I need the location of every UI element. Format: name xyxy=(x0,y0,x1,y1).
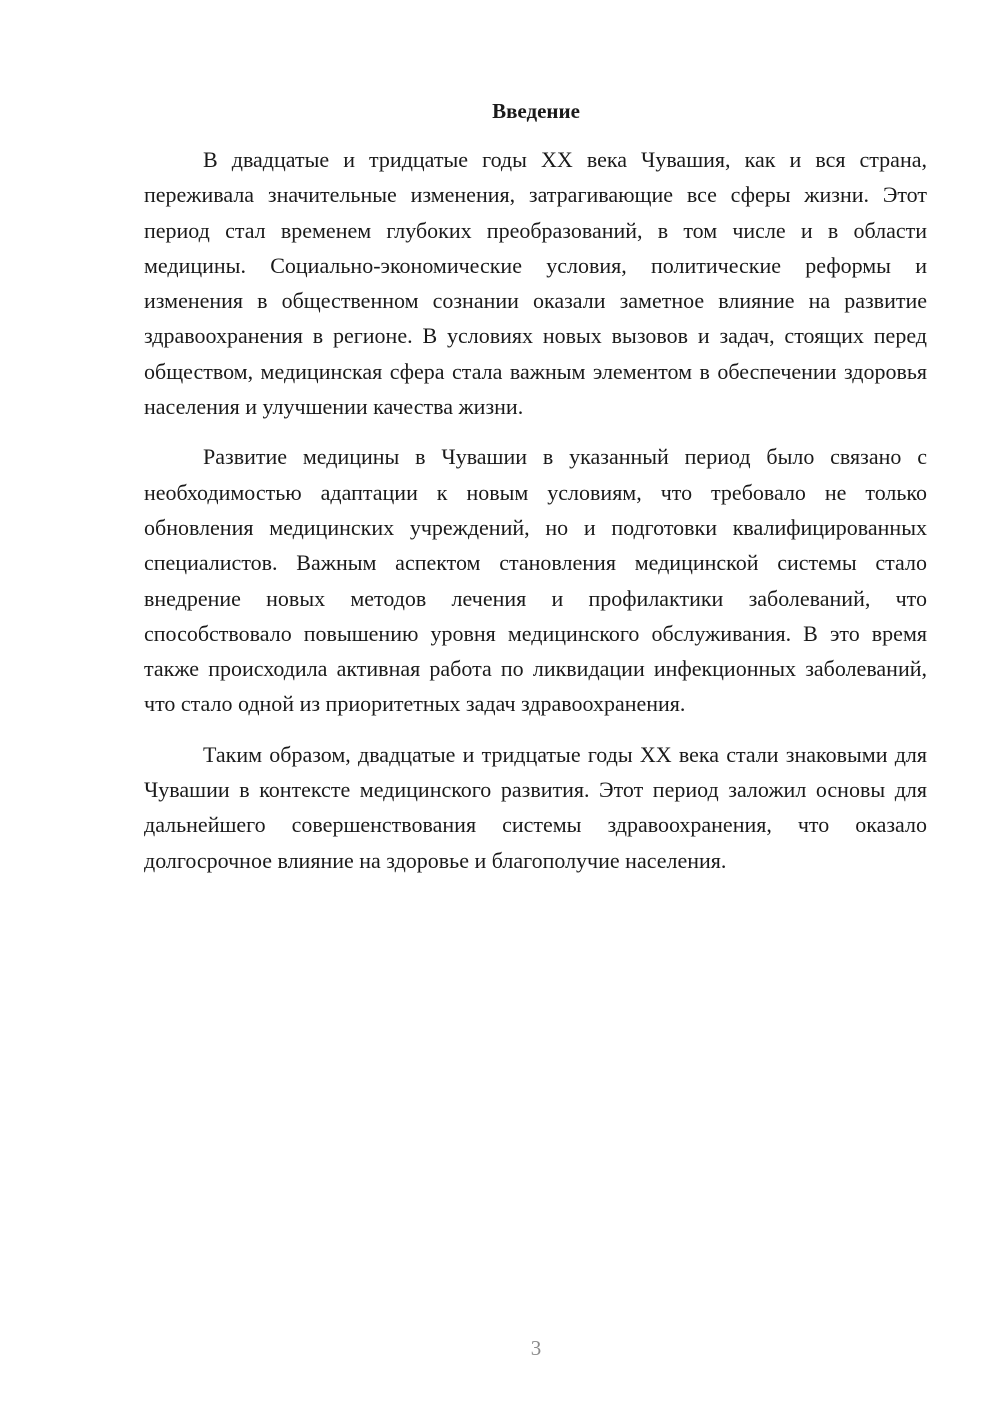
section-title: Введение xyxy=(492,99,580,123)
paragraph-1: В двадцатые и тридцатые годы XX века Чувашия, как и вся страна, переживала значительные изменения, затрагивающие все сферы жизни. Этот период стал временем глубоких преобразований, в том числе и в области медицины. Социально-экономические условия, политические реформы и изменения в общественном сознании оказали заметное влияние на развитие здравоохранения в регионе. В условиях новых вызовов и задач, стоящих перед обществом, медицинская сфера стала важным элементом в обеспечении здоровья населения и улучшении качества жизни. xyxy=(144,147,927,420)
page-number: 3 xyxy=(530,1336,542,1360)
paragraph-3: Таким образом, двадцатые и тридцатые годы XX века стали знаковыми для Чувашии в контексте медицинского развития. Этот период заложил основы для дальнейшего совершенствования системы здравоохранения, что оказало долгосрочное влияние на здоровье и благополучие населения. xyxy=(144,741,927,873)
paragraph-2: Развитие медицины в Чувашии в указанный период было связано с необходимостью адаптации к новым условиям, что требовало не только обновления медицинских учреждений, но и подготовки квалифицированных специалистов. Важным аспектом становления медицинской системы стало внедрение новых методов лечения и профилактики заболеваний, что способствовало повышению уровня медицинского обслуживания. В это время также происходила активная работа по ликвидации инфекционных заболеваний, что стало одной из приоритетных задач здравоохранения. xyxy=(144,444,927,717)
body-text xyxy=(144,142,927,893)
